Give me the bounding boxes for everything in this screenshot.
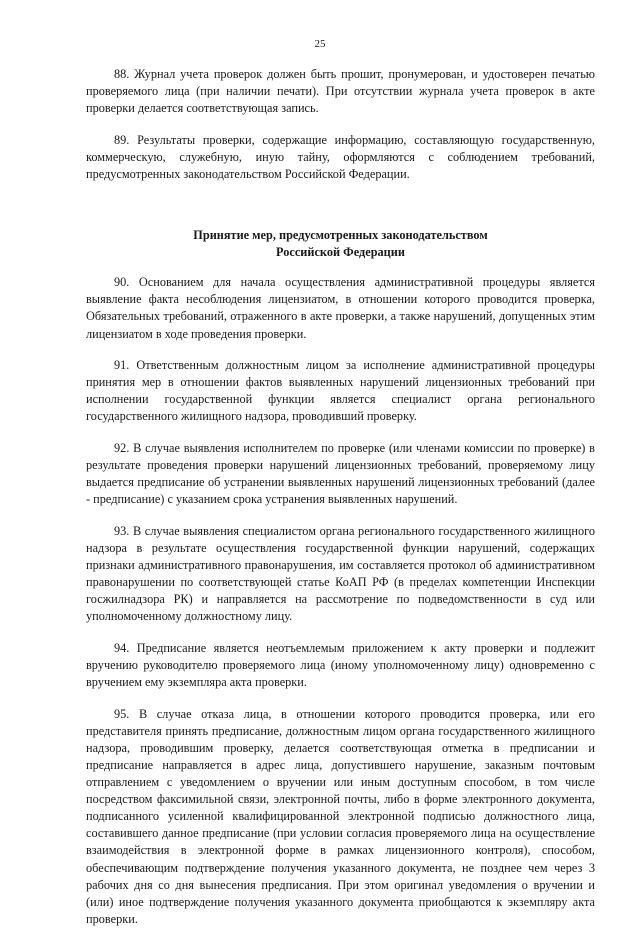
section-heading bbox=[86, 227, 595, 261]
paragraph-89: 89. Результаты проверки, содержащие информацию, составляющую государственную, коммерческую, служебную, иную тайну, оформляются с соблюдением требований, предусмотренных законодательством Российской Федерации. bbox=[86, 132, 595, 181]
paragraph-93: 93. В случае выявления специалистом органа регионального государственного жилищного надзора в результате осуществления государственной функции нарушений, содержащих признаки административного правонарушения, им составляется протокол об административном правонарушении по соответствующей статье КоАП РФ (в пределах компетенции Инспекции госжилнадзора РК) и направляется на рассмотрение по подведомственности в суд или уполномоченному должностному лицу. bbox=[86, 523, 595, 624]
paragraph-91: 91. Ответственным должностным лицом за исполнение административной процедуры принятия мер в отношении фактов выявленных нарушений лицензионных требований при исполнении государственной функции является специалист органа регионального государственного жилищного надзора, проводивший проверку. bbox=[86, 358, 595, 424]
paragraph-92: 92. В случае выявления исполнителем по проверке (или членами комиссии по проверке) в результате проведения проверки нарушений лицензионных требований, проверяемому лицу выдается предписание об устранении выявленных нарушений лицензионных требований (далее - предписание) с указанием срока устранения выявленных нарушений. bbox=[86, 441, 595, 507]
section-heading-line-1: Принятие мер, предусмотренных законодательством bbox=[193, 228, 488, 243]
document-body bbox=[86, 66, 595, 942]
paragraph-90: 90. Основанием для начала осуществления административной процедуры является выявление факта несоблюдения лицензиатом, в отношении которого проводится проверка, Обязательных требований, отраженного в акте проверки, а также нарушений, допущенных этим лицензиатом в ходе проведения проверки. bbox=[86, 275, 595, 341]
page-number: 25 bbox=[314, 38, 326, 50]
paragraph-88: 88. Журнал учета проверок должен быть прошит, пронумерован, и удостоверен печатью проверяемого лица (при наличии печати). При отсутствии журнала учета проверок в акте проверки делается соответствующая запись. bbox=[86, 67, 595, 116]
paragraph-94: 94. Предписание является неотъемлемым приложением к акту проверки и подлежит вручению руководителю проверяемого лица (иному уполномоченному лицу) одновременно с вручением ему экземпляра акта проверки. bbox=[86, 640, 595, 690]
paragraph-95: 95. В случае отказа лица, в отношении которого проводится проверка, или его представителя принять предписание, должностным лицом органа государственного жилищного надзора, проводившим проверку, делается соответствующая отметка в предписании и предписание направляется в адрес лица, допустившего нарушение, заказным почтовым отправлением с уведомлением о вручении или иным доступным способом, в том числе посредством факсимильной связи, электронной почты, либо в форме электронного документа, подписанного усиленной квалифицированной электронной подписью должностного лица, составившего данное предписание (при условии согласия проверяемого лица на осуществление взаимодействия в электронной форме в рамках лицензионного контроля), способом, обеспечивающим подтверждение получения указанного документа, не позднее чем через 3 рабочих дня со дня вынесения предписания. При этом оригинал уведомления о вручении и (или) иное подтверждение получения указанного документа приобщаются к экземпляру акта проверки. bbox=[86, 706, 595, 926]
section-heading-line-2: Российской Федерации bbox=[276, 245, 405, 260]
